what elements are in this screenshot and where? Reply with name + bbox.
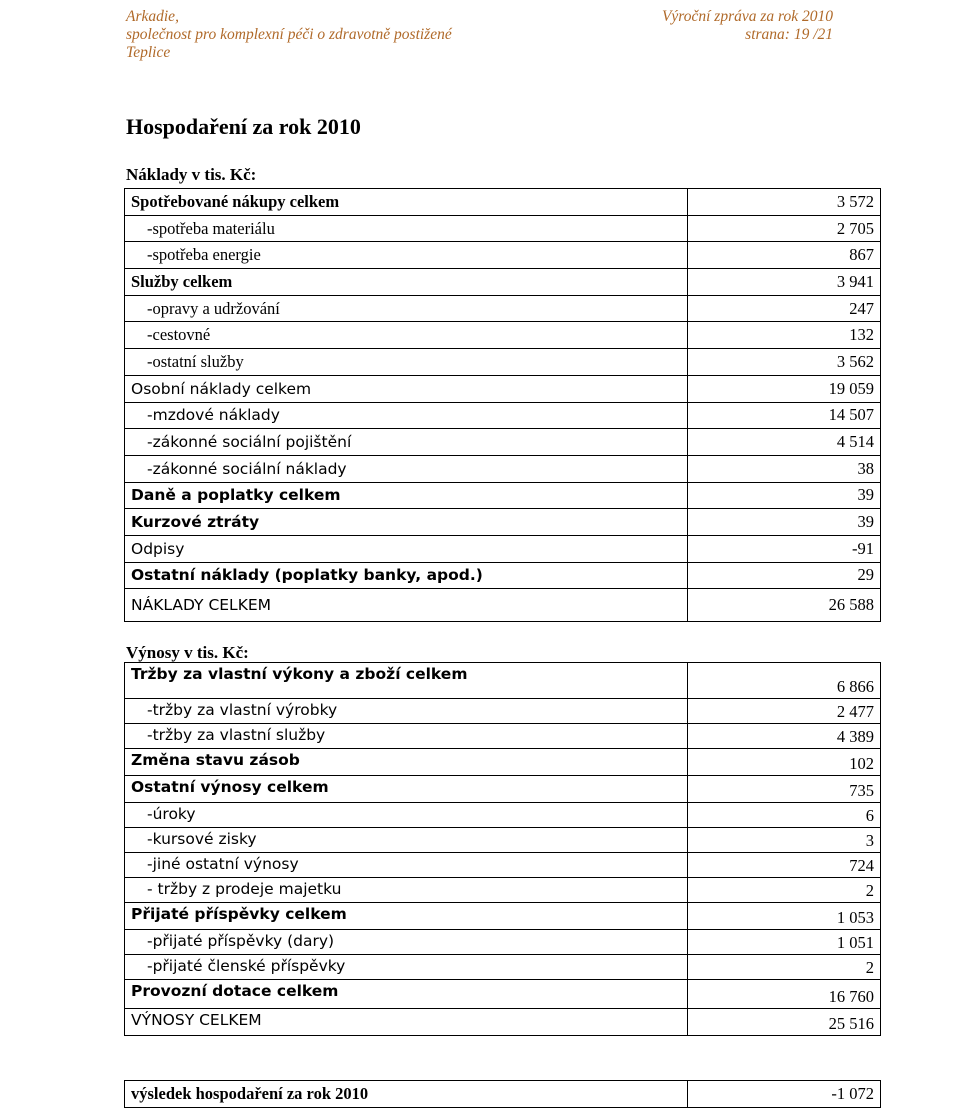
result-table bbox=[124, 1080, 881, 1108]
result-value: -1 072 bbox=[688, 1081, 881, 1108]
row-label: Daně a poplatky celkem bbox=[125, 482, 688, 509]
row-value: 2 bbox=[688, 955, 881, 980]
result-label: výsledek hospodaření za rok 2010 bbox=[125, 1081, 688, 1108]
row-value: 3 562 bbox=[688, 349, 881, 376]
table-row bbox=[125, 663, 881, 699]
row-value: 4 389 bbox=[688, 724, 881, 749]
header-right bbox=[662, 8, 833, 44]
table-row bbox=[125, 375, 881, 402]
table-row bbox=[125, 749, 881, 776]
table-row bbox=[125, 955, 881, 980]
row-value: 132 bbox=[688, 322, 881, 349]
row-value: 867 bbox=[688, 242, 881, 269]
table-row bbox=[125, 455, 881, 482]
org-name: Arkadie, bbox=[126, 8, 179, 25]
table-row bbox=[125, 429, 881, 456]
table-row bbox=[125, 903, 881, 930]
row-label: -kursové zisky bbox=[125, 828, 688, 853]
table-row bbox=[125, 402, 881, 429]
row-label: - tržby z prodeje majetku bbox=[125, 878, 688, 903]
row-value: 39 bbox=[688, 482, 881, 509]
table-row bbox=[125, 509, 881, 536]
row-value: 724 bbox=[688, 853, 881, 878]
row-value: 3 bbox=[688, 828, 881, 853]
report-title: Výroční zpráva za rok 2010 bbox=[661, 8, 833, 25]
header-left bbox=[126, 8, 452, 62]
table-row bbox=[125, 295, 881, 322]
row-value: 1 053 bbox=[688, 903, 881, 930]
page-number: strana: 19 /21 bbox=[745, 26, 833, 43]
row-value: 3 572 bbox=[688, 189, 881, 216]
table-row bbox=[125, 269, 881, 296]
table-row bbox=[125, 482, 881, 509]
org-description: společnost pro komplexní péči o zdravotně postižené bbox=[126, 26, 452, 43]
row-value: 16 760 bbox=[688, 980, 881, 1009]
row-value: 2 477 bbox=[688, 699, 881, 724]
table-row bbox=[125, 215, 881, 242]
row-value: 38 bbox=[688, 455, 881, 482]
row-value: 39 bbox=[688, 509, 881, 536]
row-label: -spotřeba materiálu bbox=[125, 215, 688, 242]
row-label: Přijaté příspěvky celkem bbox=[125, 903, 688, 930]
table-row bbox=[125, 803, 881, 828]
row-label: -jiné ostatní výnosy bbox=[125, 853, 688, 878]
row-value: 26 588 bbox=[688, 589, 881, 622]
row-value: 4 514 bbox=[688, 429, 881, 456]
row-label: -přijaté příspěvky (dary) bbox=[125, 930, 688, 955]
page-title: Hospodaření za rok 2010 bbox=[126, 114, 361, 139]
row-label: VÝNOSY CELKEM bbox=[125, 1009, 688, 1036]
row-value: 14 507 bbox=[688, 402, 881, 429]
row-value: -91 bbox=[688, 535, 881, 562]
row-label: NÁKLADY CELKEM bbox=[125, 589, 688, 622]
row-label: Osobní náklady celkem bbox=[125, 375, 688, 402]
revenues-caption: Výnosy v tis. Kč: bbox=[126, 643, 249, 662]
table-row bbox=[125, 322, 881, 349]
table-row bbox=[125, 349, 881, 376]
table-row bbox=[125, 189, 881, 216]
row-value: 2 bbox=[688, 878, 881, 903]
row-value: 6 bbox=[688, 803, 881, 828]
table-row bbox=[125, 828, 881, 853]
table-row bbox=[125, 724, 881, 749]
row-value: 2 705 bbox=[688, 215, 881, 242]
row-label: -cestovné bbox=[125, 322, 688, 349]
row-value: 102 bbox=[688, 749, 881, 776]
row-label: Provozní dotace celkem bbox=[125, 980, 688, 1009]
row-label: -spotřeba energie bbox=[125, 242, 688, 269]
table-row bbox=[125, 853, 881, 878]
row-label: -přijaté členské příspěvky bbox=[125, 955, 688, 980]
table-row bbox=[125, 930, 881, 955]
costs-caption: Náklady v tis. Kč: bbox=[126, 165, 257, 184]
org-city: Teplice bbox=[126, 44, 171, 61]
row-label: Odpisy bbox=[125, 535, 688, 562]
row-label: -tržby za vlastní výrobky bbox=[125, 699, 688, 724]
row-value: 19 059 bbox=[688, 375, 881, 402]
row-value: 29 bbox=[688, 562, 881, 589]
table-row bbox=[125, 776, 881, 803]
row-value: 247 bbox=[688, 295, 881, 322]
row-label: -zákonné sociální pojištění bbox=[125, 429, 688, 456]
table-row bbox=[125, 1081, 881, 1108]
table-row bbox=[125, 562, 881, 589]
table-row bbox=[125, 589, 881, 622]
table-row bbox=[125, 980, 881, 1009]
row-label: Tržby za vlastní výkony a zboží celkem bbox=[125, 663, 688, 699]
table-row bbox=[125, 535, 881, 562]
row-value: 735 bbox=[688, 776, 881, 803]
table-row bbox=[125, 1009, 881, 1036]
row-value: 3 941 bbox=[688, 269, 881, 296]
row-label: Ostatní náklady (poplatky banky, apod.) bbox=[125, 562, 688, 589]
row-label: Ostatní výnosy celkem bbox=[125, 776, 688, 803]
row-label: -zákonné sociální náklady bbox=[125, 455, 688, 482]
row-value: 6 866 bbox=[688, 663, 881, 699]
table-row bbox=[125, 878, 881, 903]
row-label: Kurzové ztráty bbox=[125, 509, 688, 536]
row-label: Spotřebované nákupy celkem bbox=[125, 189, 688, 216]
row-value: 25 516 bbox=[688, 1009, 881, 1036]
row-label: Služby celkem bbox=[125, 269, 688, 296]
row-label: -opravy a udržování bbox=[125, 295, 688, 322]
row-value: 1 051 bbox=[688, 930, 881, 955]
costs-table bbox=[124, 188, 881, 622]
revenues-table bbox=[124, 662, 881, 1036]
row-label: -úroky bbox=[125, 803, 688, 828]
row-label: -tržby za vlastní služby bbox=[125, 724, 688, 749]
row-label: Změna stavu zásob bbox=[125, 749, 688, 776]
table-row bbox=[125, 242, 881, 269]
row-label: -ostatní služby bbox=[125, 349, 688, 376]
table-row bbox=[125, 699, 881, 724]
row-label: -mzdové náklady bbox=[125, 402, 688, 429]
